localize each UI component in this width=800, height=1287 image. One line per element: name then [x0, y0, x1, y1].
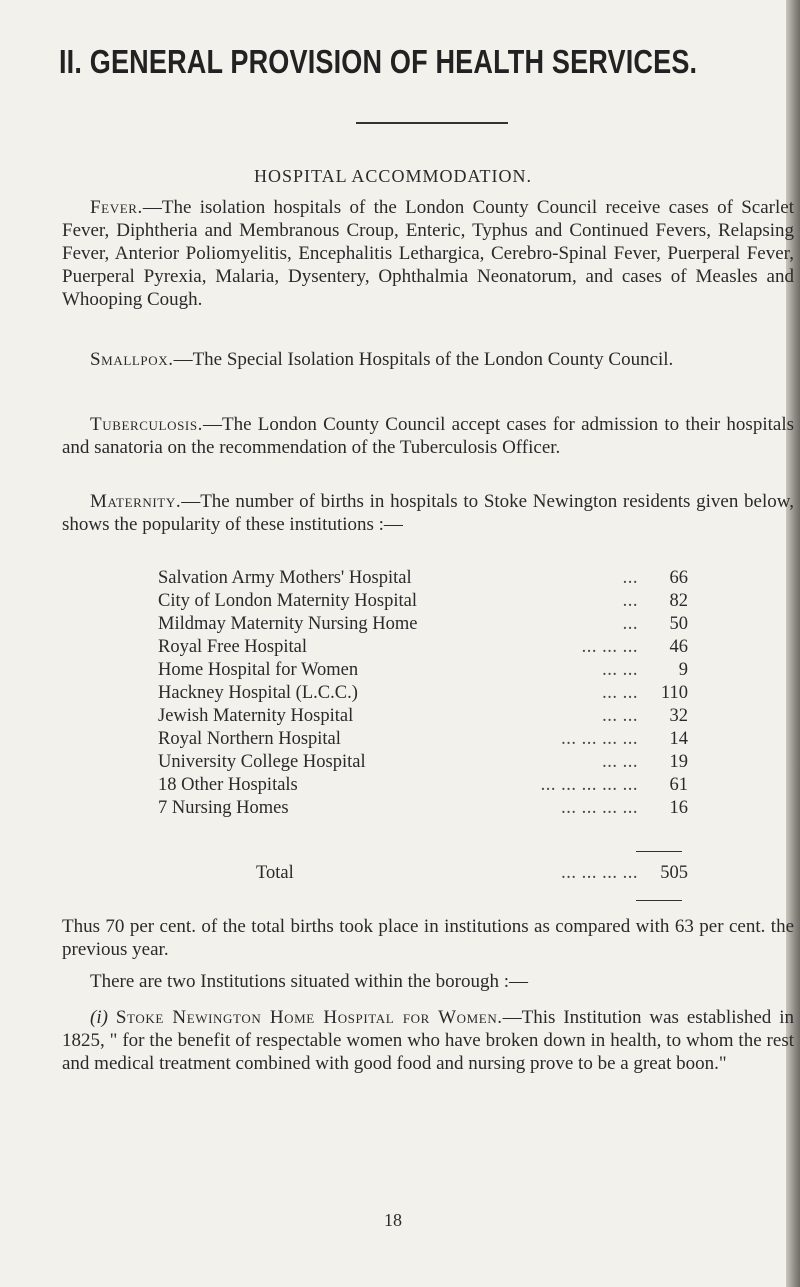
table-row [158, 774, 688, 797]
institutions-intro: There are two Institutions situated within the borough :— [90, 971, 528, 992]
row-leader: ... ... ... ... [561, 729, 638, 749]
row-value: 14 [669, 729, 688, 749]
table-row [158, 751, 688, 774]
row-leader: ... ... [602, 683, 638, 703]
maternity-text: —The number of births in hospitals to Stoke Newington residents given below, shows the popularity of these institutions :— [62, 491, 794, 535]
total-leader: ... ... ... ... [561, 863, 638, 883]
row-value: 9 [678, 660, 688, 680]
total-rule-bottom [636, 900, 682, 901]
row-value: 16 [669, 798, 688, 818]
maternity-paragraph [62, 490, 794, 536]
row-value: 32 [669, 706, 688, 726]
total-label: Total [256, 863, 294, 883]
smallpox-paragraph [62, 348, 794, 371]
row-value: 61 [669, 775, 688, 795]
table-row [158, 613, 688, 636]
stoke-text: —This Institution was established in 1825, " for the benefit of respectable women who have broken down in health, to whom the rest and medical treatment combined with good food and nursing prove to be a great boon." [62, 1007, 795, 1074]
stoke-number: (i) [90, 1007, 108, 1028]
row-leader: ... ... ... ... [561, 798, 638, 818]
total-row [158, 862, 688, 885]
row-name: Royal Free Hospital [158, 637, 308, 657]
fever-label: Fever. [90, 197, 143, 218]
row-value: 50 [669, 614, 688, 634]
fever-text: —The isolation hospitals of the London County Council receive cases of Scarlet Fever, Diphtheria and Membranous Croup, Enteric, Typhus and Continued Fevers, Relapsing Fever, Anterior Poliomyelitis, Encephalitis Lethargica, Cerebro-Spinal Fever, Puerperal Fever, Puerperal Pyrexia, Malaria, Dysentery, Ophthalmia Neonatorum, and cases of Measles and Whooping Cough. [62, 197, 794, 310]
row-leader: ... ... [602, 752, 638, 772]
title-divider [356, 122, 508, 124]
row-name: University College Hospital [158, 752, 366, 772]
table-row [158, 567, 688, 590]
row-name: 7 Nursing Homes [158, 798, 289, 818]
stoke-paragraph [62, 1006, 794, 1075]
total-value: 505 [660, 863, 688, 883]
table-row [158, 659, 688, 682]
page-title: II. GENERAL PROVISION OF HEALTH SERVICES. [59, 43, 698, 80]
table-row [158, 705, 688, 728]
row-name: Salvation Army Mothers' Hospital [158, 568, 412, 588]
row-name: Royal Northern Hospital [158, 729, 341, 749]
row-value: 46 [669, 637, 688, 657]
row-leader: ... ... ... ... ... [540, 775, 638, 795]
stoke-label: Stoke Newington Home Hospital for Women. [115, 1007, 503, 1028]
row-name: City of London Maternity Hospital [158, 591, 417, 611]
row-value: 82 [669, 591, 688, 611]
row-name: 18 Other Hospitals [158, 775, 298, 795]
table-row [158, 728, 688, 751]
row-leader: ... ... [602, 706, 638, 726]
table-row [158, 636, 688, 659]
page-number: 18 [384, 1210, 402, 1230]
row-leader: ... ... [602, 660, 638, 680]
table-row [158, 797, 688, 820]
row-name: Jewish Maternity Hospital [158, 706, 354, 726]
row-name: Hackney Hospital (L.C.C.) [158, 683, 358, 703]
table-row [158, 590, 688, 613]
total-rule-top [636, 851, 682, 852]
table-row [158, 682, 688, 705]
smallpox-text: —The Special Isolation Hospitals of the London County Council. [173, 349, 674, 370]
row-leader: ... ... ... [581, 637, 638, 657]
maternity-label: Maternity. [90, 491, 182, 512]
row-value: 19 [669, 752, 688, 772]
summary-paragraph: Thus 70 per cent. of the total births took place in institutions as compared with 63 per cent. the previous year. [62, 916, 794, 960]
row-leader: ... [622, 568, 638, 588]
row-leader: ... [622, 614, 638, 634]
births-table [158, 567, 688, 820]
fever-paragraph [62, 196, 794, 311]
smallpox-label: Smallpox. [90, 349, 174, 370]
row-name: Mildmay Maternity Nursing Home [158, 614, 418, 634]
section-heading: HOSPITAL ACCOMMODATION. [254, 166, 532, 186]
row-value: 66 [669, 568, 688, 588]
tuberculosis-label: Tuberculosis. [90, 414, 204, 435]
page-edge [786, 0, 800, 1287]
row-value: 110 [660, 683, 688, 703]
row-name: Home Hospital for Women [158, 660, 359, 680]
tuberculosis-paragraph [62, 413, 794, 459]
tuberculosis-text: —The London County Council accept cases for admission to their hospitals and sanatoria on the recommendation of the Tuberculosis Officer. [62, 414, 794, 458]
row-leader: ... [622, 591, 638, 611]
